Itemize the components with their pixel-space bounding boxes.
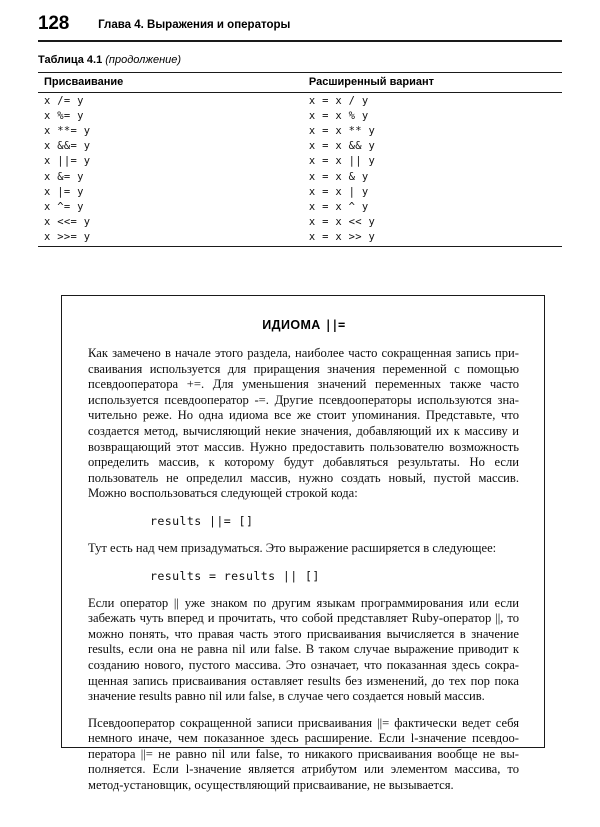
assignment-operators-table [38,72,562,247]
cell-expanded: x = x / y [308,94,369,107]
table-body [38,93,562,247]
code-snippet-1: results ||= [] [150,513,254,528]
code-snippet-2: results = results || [] [150,568,320,583]
table-row [38,215,562,230]
table-row [38,93,562,109]
header-rule [38,40,562,42]
idiom-sidebar-content [62,296,544,794]
idiom-title [88,318,519,332]
cell-assignment: x ^= y [44,200,84,213]
idiom-paragraph-1: Как замечено в начале этого раздела, наиболее часто сокращенная запись присваивания используется для приращения значения переменной с помощью псевдооператора +=. Для уменьшения значений переменных также часто используется псевдооператор -=. Другие псевдооператоры используются значительно реже. Но одна идиома все же стоит упоминания. Представьте, что создается метод, вычисляющий некие значения, добавляющий их к массиву и возвращающий этот массив. Нужно предоставить пользователю возможность определить массив, к которому будут добавляться результаты. Но если пользователь не определил массив, нужно создать новый, пустой массив. Можно воспользоваться следующей строкой кода: [88,346,519,501]
idiom-paragraph-4: Псевдооператор сокращенной записи присваивания ||= фактически ведет себя немного иначе, чем показанное здесь расширение. Если l-значение псевдооператора ||= не равно nil или false, то никакого присваивания вообще не выполняется. Если l-значение является атрибутом или элементом массива, то метод-установщик, осуществляющий присваивание, не вызывается. [88,715,519,793]
table-caption-note: (продолжение) [105,54,182,66]
cell-assignment: x &= y [44,170,84,183]
table-row [38,230,562,247]
table-header-row [38,73,562,93]
cell-expanded: x = x | y [308,185,369,198]
table-row [38,108,562,123]
cell-expanded: x = x && y [308,140,376,153]
cell-assignment: x <<= y [44,216,91,229]
idiom-paragraph-3: Если оператор || уже знаком по другим языкам программирования или если забежать чуть вперед и прочитать, что собой представляет Ruby-оператор ||, то можно понять, что правая часть этого присваивания вычисляется в значение results, если она не равна nil или false. В таком случае выражение приводит к созданию нового, пустого массива. Это означает, что показанная здесь сокращенная запись присваивания оставляет results без изменений, до тех пор пока значение results равно nil или false, в случае чего создается новый массив. [88,595,519,704]
idiom-title-word: ИДИОМА [262,318,321,332]
chapter-title: Глава 4. Выражения и операторы [98,19,291,31]
cell-expanded: x = x ^ y [308,200,369,213]
cell-expanded: x = x || y [308,155,376,168]
cell-assignment: x %= y [44,109,84,122]
idiom-title-operator: ||= [324,318,345,332]
cell-expanded: x = x >> y [303,230,562,247]
table-row [38,169,562,184]
cell-assignment: x ||= y [44,155,91,168]
idiom-sidebar-box [61,295,545,793]
cell-expanded: x = x & y [308,170,369,183]
cell-assignment: x >>= y [38,230,303,247]
column-header-expanded: Расширенный вариант [303,73,562,93]
column-header-assignment: Присваивание [38,73,303,93]
idiom-paragraph-2: Тут есть над чем призадуматься. Это выражение расширяется в следующее: [88,540,497,555]
table-row [38,184,562,199]
cell-assignment: x &&= y [44,140,91,153]
cell-expanded: x = x ** y [308,124,376,137]
table-row [38,139,562,154]
cell-expanded: x = x % y [308,109,369,122]
cell-expanded: x = x << y [308,216,376,229]
table-row [38,123,562,138]
running-head [38,14,562,40]
cell-assignment: x |= y [44,185,84,198]
table-caption-label: Таблица 4.1 [38,54,103,66]
cell-assignment: x **= y [44,124,91,137]
table-row [38,154,562,169]
page-number: 128 [38,13,70,34]
table-caption [38,54,181,66]
table-row [38,199,562,214]
cell-assignment: x /= y [44,94,84,107]
